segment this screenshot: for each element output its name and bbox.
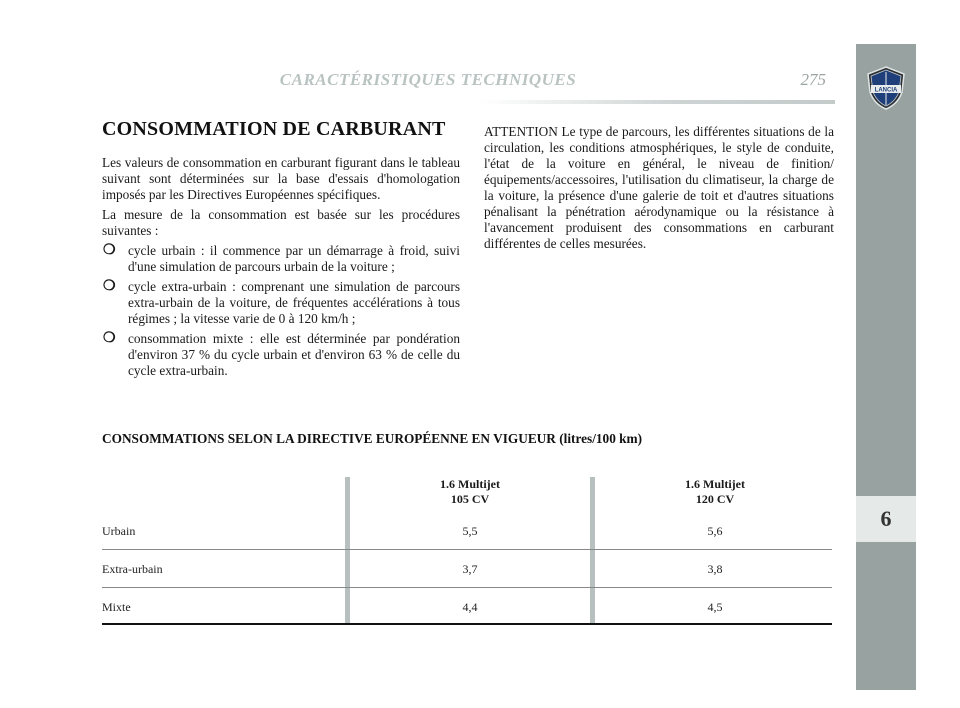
running-header-title: CARACTÉRISTIQUES TECHNIQUES: [279, 70, 577, 89]
column-header-model: 1.6 Multijet: [440, 477, 500, 491]
list-item: [102, 279, 460, 327]
header-rule: [480, 100, 835, 104]
list-item-text: consommation mixte : elle est déterminée par pondération d'environ 37 % du cycle urbain et d'environ 63 % de celle du cycle extra-urbain.: [128, 331, 460, 378]
list-item: [102, 331, 460, 379]
row-label: Urbain: [102, 524, 136, 538]
row-divider: [102, 549, 832, 550]
row-label: Extra-urbain: [102, 562, 163, 576]
table-cell: 4,4: [462, 600, 478, 614]
table-cell: 5,6: [707, 524, 723, 538]
bullet-circle-icon: ❍: [103, 279, 116, 294]
table-bottom-rule: [102, 623, 832, 625]
list-item: [102, 243, 460, 275]
chapter-side-tab: [856, 44, 916, 690]
procedure-paragraph: La mesure de la consommation est basée sur les procédures suivantes :: [102, 207, 460, 238]
list-item-text: cycle extra-urbain : comprenant une simulation de parcours extra-urbain de la voiture, de fréquentes accélérations à tous régimes ; la vitesse varie de 0 à 120 km/h ;: [128, 279, 460, 326]
right-column: [484, 124, 834, 256]
attention-paragraph: ATTENTION Le type de parcours, les différentes situations de la circulation, les conditions atmosphériques, le style de conduite, l'état de la voiture en général, le niveau de finition/équipements/accessoires, l'utilisation du climatiseur, la charge de la voiture, la présence d'une galerie de toit et d'autres situations pénalisant la pénétration aérodynamique ou la résistance à l'avancement produisent des consommations en carburant différentes de celles mesurées.: [484, 124, 834, 251]
page-number: 275: [800, 70, 826, 89]
table-cell: 3,7: [462, 562, 478, 576]
row-divider: [102, 587, 832, 588]
table-cell: 4,5: [707, 600, 723, 614]
list-item-text: cycle urbain : il commence par un démarrage à froid, suivi d'une simulation de parcours urbain de la voiture ;: [128, 243, 460, 274]
procedure-list: [102, 243, 460, 379]
lancia-logo: [864, 66, 908, 110]
table-cell: 5,5: [462, 524, 478, 538]
intro-paragraph: Les valeurs de consommation en carburant figurant dans le tableau suivant sont déterminées sur la base d'essais d'homologation imposés par les Directives Européennes spécifiques.: [102, 155, 460, 202]
section-title: CONSOMMATION DE CARBURANT: [102, 118, 446, 140]
lancia-logo-text: LANCIA: [874, 87, 898, 94]
bullet-circle-icon: ❍: [103, 331, 116, 346]
column-header-power: 120 CV: [695, 492, 735, 506]
table-cell: 3,8: [707, 562, 723, 576]
chapter-number: 6: [856, 496, 916, 542]
table-title: CONSOMMATIONS SELON LA DIRECTIVE EUROPÉENNE EN VIGUEUR (litres/100 km): [102, 431, 643, 446]
column-header: [595, 477, 835, 507]
row-label: Mixte: [102, 600, 131, 614]
column-header: [350, 477, 590, 507]
left-column: [102, 118, 460, 383]
column-header-model: 1.6 Multijet: [685, 477, 745, 491]
column-header-power: 105 CV: [450, 492, 490, 506]
bullet-circle-icon: ❍: [103, 243, 116, 258]
